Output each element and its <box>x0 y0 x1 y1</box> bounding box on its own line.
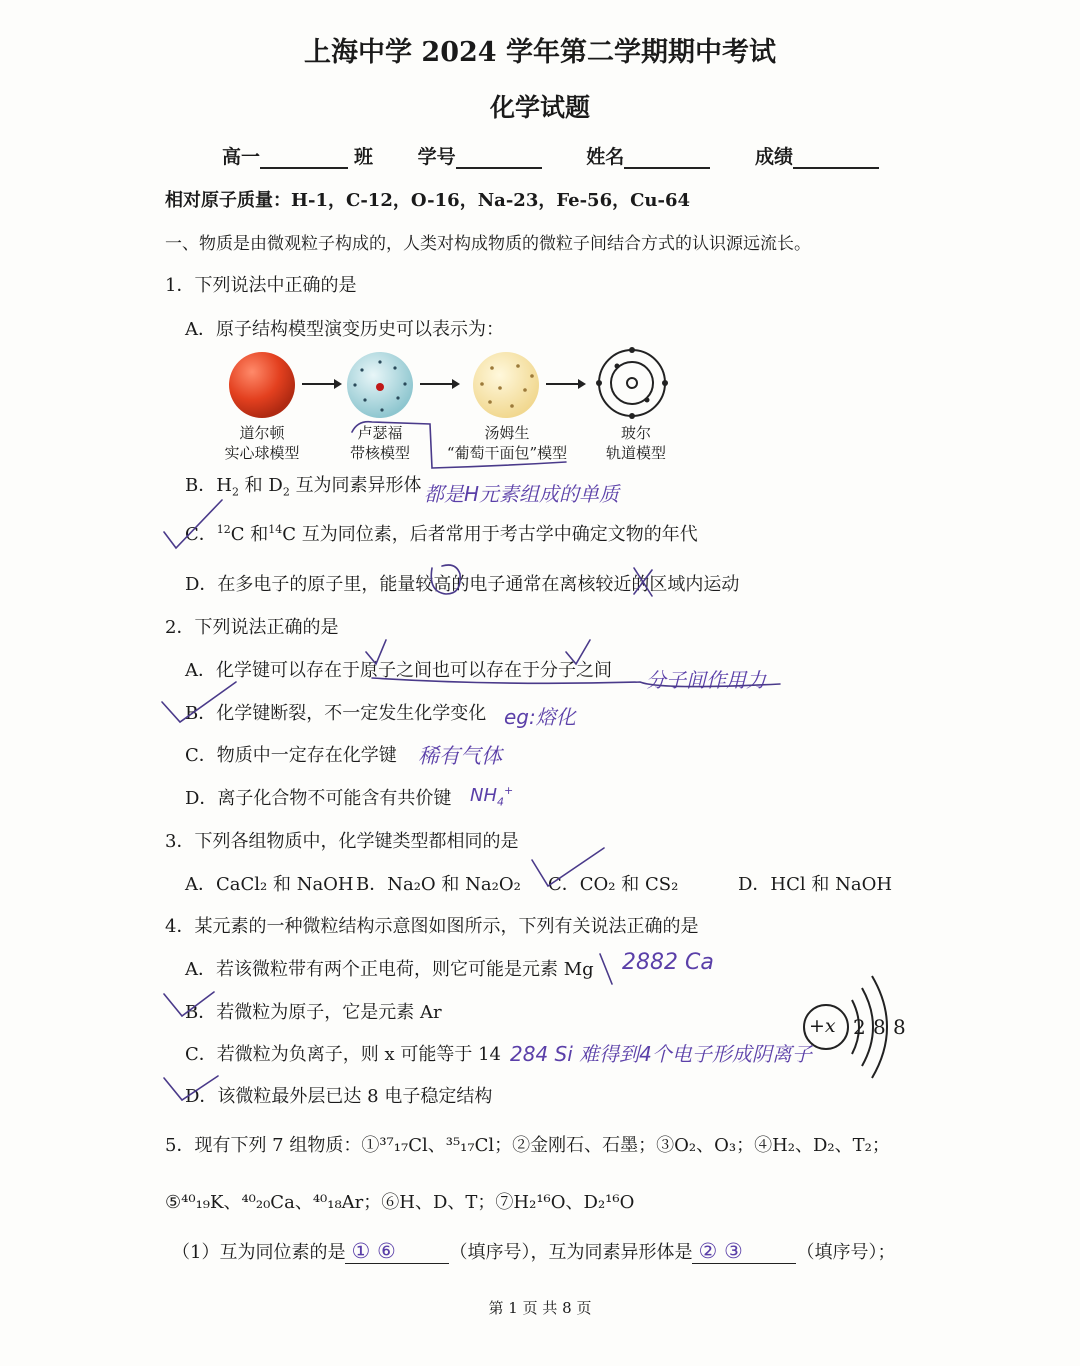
q2-a-handwritten-note: 分子间作用力 <box>646 668 766 692</box>
shell-1-count: 2 <box>853 1015 866 1039</box>
dalton-caption: 道尔顿 实心球模型 <box>224 424 300 462</box>
student-info-row <box>222 142 879 169</box>
q4-option-d: D．该微粒最外层已达 8 电子稳定结构 <box>185 1086 493 1107</box>
q4-option-c: C．若微粒为负离子，则 x 可能等于 14 <box>185 1044 501 1065</box>
nucleus-charge: +x <box>809 1015 836 1037</box>
q3-stem: 3．下列各组物质中，化学键类型都相同的是 <box>165 831 519 852</box>
exam-subtitle: 化学试题 <box>489 93 590 122</box>
q1-option-c: C．$^{12}$C 和$^{14}$C 互为同位素，后者常用于考古学中确定文物的年代 <box>185 523 698 545</box>
score-label: 成绩 <box>754 146 793 168</box>
class-suffix: 班 <box>354 146 374 168</box>
q2-option-d: D．离子化合物不可能含有共价键 <box>185 788 452 809</box>
q1-option-a: A．原子结构模型演变历史可以表示为： <box>185 319 504 340</box>
q5-allotrope-answer: ② ③ <box>698 1239 743 1263</box>
student-id-blank[interactable] <box>456 147 542 169</box>
q1-b-handwritten-note: 都是H元素组成的单质 <box>424 482 620 506</box>
q5-stem: 5．现有下列 7 组物质：①³⁷₁₇Cl、³⁵₁₇Cl；②金刚石、石墨；③O₂、O₃；④H₂、D₂、T₂； <box>165 1135 890 1156</box>
q1-option-d: D．在多电子的原子里，能量较高的电子通常在离核较近的区域内运动 <box>185 574 740 595</box>
q3-option-d: D．HCl 和 NaOH <box>738 874 893 895</box>
q2-option-a: A．化学键可以存在于原子之间也可以存在于分子之间 <box>185 660 612 681</box>
bohr-model-rings <box>599 350 665 416</box>
q2-stem: 2．下列说法正确的是 <box>165 617 339 638</box>
q3-option-a: A．CaCl₂ 和 NaOH <box>185 874 354 895</box>
page-footer: 第 1 页 共 8 页 <box>488 1299 592 1317</box>
q4-option-b: B．若微粒为原子，它是元素 Ar <box>185 1002 442 1023</box>
exam-title: 上海中学 2024 学年第二学期期中考试 <box>304 37 776 68</box>
q2-option-b: B．化学键断裂，不一定发生化学变化 <box>185 703 487 724</box>
q1-stem: 1．下列说法中正确的是 <box>165 275 357 296</box>
score-blank[interactable] <box>793 147 879 169</box>
section-one-heading: 一、物质是由微观粒子构成的，人类对构成物质的微粒子间结合方式的认识源远流长。 <box>165 234 811 254</box>
q4-stem: 4．某元素的一种微粒结构示意图如图所示，下列有关说法正确的是 <box>165 916 699 937</box>
q4-a-cross <box>600 954 612 984</box>
q4-c-handwritten-note: 284 Si 难得到4个电子形成阴离子 <box>510 1042 812 1066</box>
thomson-model-sphere <box>473 352 539 418</box>
q5-substances-line2: ⑤⁴⁰₁₉K、⁴⁰₂₀Ca、⁴⁰₁₈Ar；⑥H、D、T；⑦H₂¹⁶O、D₂¹⁶O <box>165 1192 635 1213</box>
atomic-mass-line: 相对原子质量：H-1，C-12，O-16，Na-23，Fe-56，Cu-64 <box>165 190 691 211</box>
rutherford-model-sphere <box>347 352 413 418</box>
q3-option-c: C．CO₂ 和 CS₂ <box>548 874 679 895</box>
thomson-caption: 汤姆生 “葡萄干面包”模型 <box>446 424 568 462</box>
shell-2-count: 8 <box>873 1015 886 1039</box>
dalton-model-sphere <box>229 352 295 418</box>
shell-3-count: 8 <box>893 1015 906 1039</box>
q5-isotope-answer-blank[interactable] <box>345 1239 449 1264</box>
q2-c-handwritten-note: 稀有气体 <box>418 744 502 768</box>
q2-option-c: C．物质中一定存在化学键 <box>185 745 397 766</box>
q4-a-handwritten-note: 2882 Ca <box>622 950 714 975</box>
class-blank[interactable] <box>260 147 348 169</box>
name-blank[interactable] <box>624 147 710 169</box>
class-label: 高一 <box>222 146 261 168</box>
name-label: 姓名 <box>586 146 625 168</box>
q1-option-b: B．$H_2$ 和 $D_2$ 互为同素异形体 <box>185 475 422 499</box>
rutherford-caption: 卢瑟福 带核模型 <box>349 424 410 462</box>
student-id-label: 学号 <box>417 146 456 168</box>
q3-option-b: B．Na₂O 和 Na₂O₂ <box>356 874 521 895</box>
q5-part1: （1）互为同位素的是 ① ⑥ （填序号），互为同素异形体是 ② ③ （填序号）； <box>172 1239 896 1263</box>
bohr-caption: 玻尔 轨道模型 <box>605 424 666 462</box>
q2-d-handwritten-note: $NH_4^+$ <box>470 784 514 809</box>
q4-option-a: A．若该微粒带有两个正电荷，则它可能是元素 Mg <box>185 959 594 980</box>
q2-b-handwritten-note: eg:熔化 <box>504 705 576 729</box>
q5-isotope-answer: ① ⑥ <box>351 1239 396 1263</box>
q5-allotrope-answer-blank[interactable] <box>692 1239 796 1264</box>
